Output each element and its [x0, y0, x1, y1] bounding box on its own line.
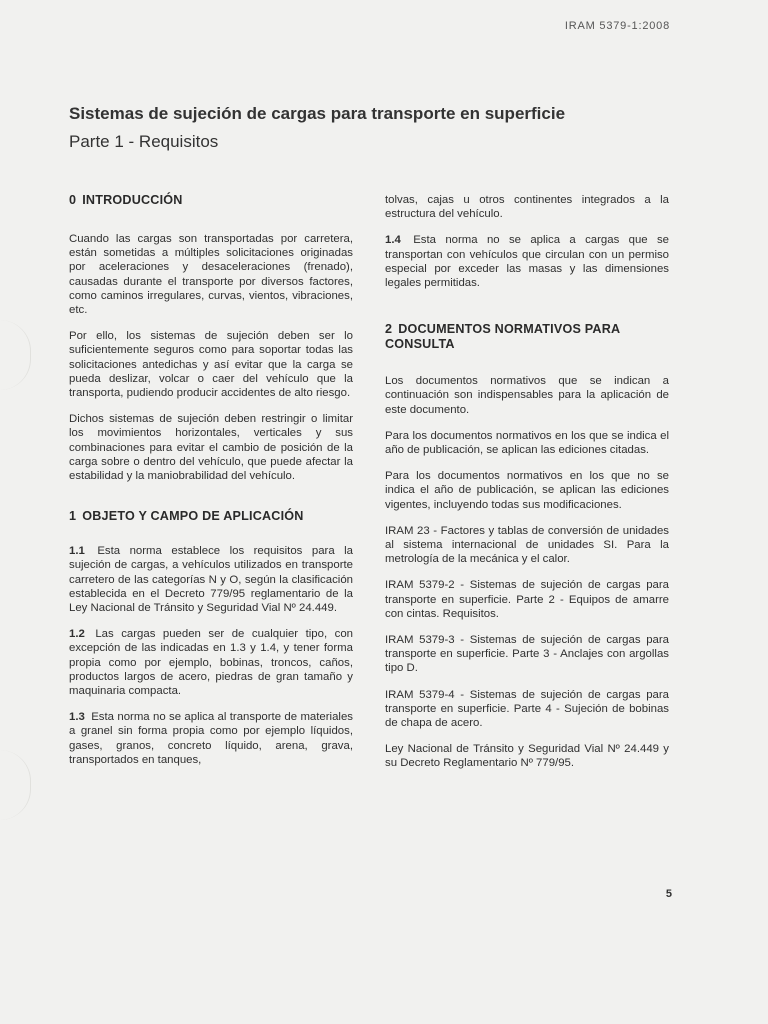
paragraph-intro-3: Dichos sistemas de sujeción deben restringir o limitar los movimientos horizontales, verticales y sus combinaciones para evitar el cambio de posición de la carga sobre o dentro del vehículo, que puede afectar la estabilidad y la maniobrabilidad del vehículo. [69, 413, 353, 483]
left-column [69, 193, 353, 779]
section-heading-documentos: 2 DOCUMENTOS NORMATIVOS PARA CONSULTA [385, 322, 620, 352]
document-code: IRAM 5379-1:2008 [564, 20, 670, 32]
reference-ley-transito: Ley Nacional de Tránsito y Seguridad Vial Nº 24.449 y su Decreto Reglamentario Nº 779/95. [385, 743, 669, 770]
section-heading-objeto: 1 OBJETO Y CAMPO DE APLICACIÓN [69, 509, 304, 524]
scan-artifact [0, 750, 31, 820]
section-heading-introduccion: 0 INTRODUCCIÓN [69, 193, 183, 207]
clause-1-2: 1.2 Las cargas pueden ser de cualquier tipo, con excepción de las indicadas en 1.3 y 1.4, y tener forma propia como por ejemplo, bobinas, troncos, caños, productos largos de acero, piedras de gran tamaño y maquinaria compacta. [69, 628, 353, 698]
reference-iram-5379-3: IRAM 5379-3 - Sistemas de sujeción de cargas para transporte en superficie. Parte 3 - Anclajes con argollas tipo D. [385, 634, 669, 675]
paragraph-docs-1: Los documentos normativos que se indican a continuación son indispensables para la aplicación de este documento. [385, 375, 669, 416]
page-number: 5 [665, 888, 672, 900]
reference-iram-5379-2: IRAM 5379-2 - Sistemas de sujeción de cargas para transporte en superficie. Parte 2 - Equipos de amarre con cintas. Requisitos. [385, 579, 669, 620]
document-title: Sistemas de sujeción de cargas para transporte en superficie [69, 104, 566, 123]
paragraph-docs-2: Para los documentos normativos en los que se indica el año de publicación, se aplican las ediciones citadas. [385, 429, 669, 457]
paragraph-intro-2: Por ello, los sistemas de sujeción deben ser lo suficientemente seguros como para soportar todas las solicitaciones antedichas y así evitar que la carga se pueda deslizar, volcar o caer del vehículo que la transporta, pudiendo producir accidentes de alto riesgo. [69, 330, 353, 400]
right-column [385, 193, 669, 783]
clause-1-4: 1.4 Esta norma no se aplica a cargas que se transportan con vehículos que circulan con un permiso especial por exceder las masas y las dimensiones legales permitidas. [385, 234, 669, 290]
reference-iram-5379-4: IRAM 5379-4 - Sistemas de sujeción de cargas para transporte en superficie. Parte 4 - Sujeción de bobinas de chapa de acero. [385, 688, 669, 730]
paragraph-intro-1: Cuando las cargas son transportadas por carretera, están sometidas a múltiples solicitaciones originadas por aceleraciones y desaceleraciones (frenado), causadas durante el transporte por diversos factores, como caminos irregulares, curvas, vientos, vibraciones, etc. [69, 233, 353, 317]
clause-1-3-continued: tolvas, cajas u otros continentes integrados a la estructura del vehículo. [385, 194, 669, 221]
paragraph-docs-3: Para los documentos normativos en los que no se indica el año de publicación, se aplican las ediciones vigentes, incluyendo todas sus modificaciones. [385, 470, 669, 511]
document-subtitle: Parte 1 - Requisitos [69, 132, 219, 151]
clause-1-3: 1.3 Esta norma no se aplica al transporte de materiales a granel sin forma propia como por ejemplo líquidos, gases, granos, concreto líquido, arena, grava, transportados en tanques, [69, 711, 353, 766]
clause-1-1: 1.1 Esta norma establece los requisitos para la sujeción de cargas, a vehículos utilizados en transporte carretero de las categorías N y O, según la clasificación establecida en el Decreto 779/95 reglamentario de la Ley Nacional de Tránsito y Seguridad Vial Nº 24.449. [69, 545, 353, 615]
reference-iram-23: IRAM 23 - Factores y tablas de conversión de unidades al sistema internacional de unidades SI. Para la metrología de la mecánica y el calor. [385, 524, 669, 566]
scan-artifact [0, 320, 31, 390]
